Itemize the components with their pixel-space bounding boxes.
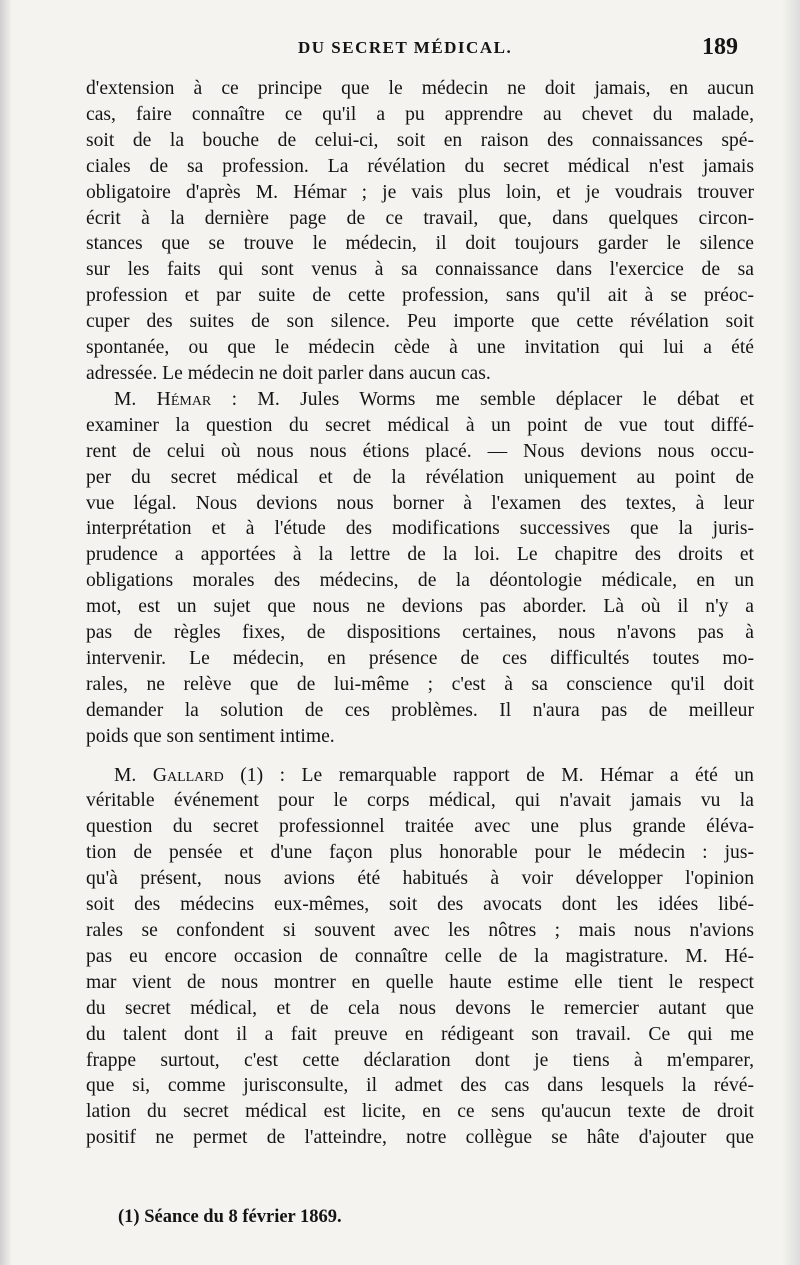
- running-head: [86, 36, 756, 66]
- text-line: soit de la bouche de celui-ci, soit en raison des connaissances spé-: [86, 129, 754, 151]
- text-line: stances que se trouve le médecin, il doit toujours garder le silence: [86, 233, 754, 255]
- text-line: que si, comme jurisconsulte, il admet des cas dans lesquels la révé-: [86, 1075, 754, 1097]
- text-line: interprétation et à l'étude des modifications successives que la juris-: [86, 518, 754, 540]
- text-line: soit des médecins eux-mêmes, soit des avocats dont les idées libé-: [86, 894, 754, 916]
- text-line: écrit à la dernière page de ce travail, que, dans quelques circon-: [86, 207, 754, 229]
- text-line: sur les faits qui sont venus à sa connaissance dans l'exercice de sa: [86, 259, 754, 281]
- text-line: tion de pensée et d'une façon plus honorable pour le médecin : jus-: [86, 842, 754, 864]
- running-title: DU SECRET MÉDICAL.: [298, 38, 513, 57]
- text-run: (1) : Le remarquable rapport de M. Hémar a été un: [223, 764, 754, 786]
- text-line: du talent dont il a fait preuve en rédigeant son travail. Ce qui me: [86, 1023, 754, 1045]
- text-line: rent de celui où nous nous étions placé. — Nous devions nous occu-: [86, 440, 754, 462]
- text-line: examiner la question du secret médical à un point de vue tout diffé-: [86, 414, 754, 436]
- text-line: spontanée, ou que le médecin cède à une invitation qui lui a été: [86, 337, 754, 359]
- paragraph-3: [86, 763, 754, 1152]
- text-line: prudence a apportées à la lettre de la loi. Le chapitre des droits et: [86, 544, 754, 566]
- text-line: rales, ne relève que de lui-même ; c'est à sa conscience qu'il doit: [86, 673, 754, 695]
- text-line: intervenir. Le médecin, en présence de ces difficultés toutes mo-: [86, 647, 754, 669]
- text-line: adressée. Le médecin ne doit parler dans aucun cas.: [86, 362, 491, 384]
- text-line: mot, est un sujet que nous ne devions pas aborder. Là où il n'y a: [86, 596, 754, 618]
- paragraph-gap: [86, 750, 754, 763]
- body-text: [86, 76, 754, 1151]
- text-line: frappe surtout, c'est cette déclaration dont je tiens à m'emparer,: [86, 1049, 754, 1071]
- text-line: obligatoire d'après M. Hémar ; je vais plus loin, et je voudrais trouver: [86, 181, 754, 203]
- text-line: poids que son sentiment intime.: [86, 725, 335, 747]
- text-run: : M. Jules Worms me semble déplacer le débat et: [211, 388, 754, 410]
- page-number: 189: [702, 34, 738, 60]
- text-line: cas, faire connaître ce qu'il a pu apprendre au chevet du malade,: [86, 103, 754, 125]
- paragraph-2: [86, 387, 754, 750]
- book-page: [86, 0, 756, 1265]
- text-line: lation du secret médical est licite, en ce sens qu'aucun texte de droit: [86, 1101, 754, 1123]
- text-line: obligations morales des médecins, de la déontologie médicale, en un: [86, 570, 754, 592]
- text-line: demander la solution de ces problèmes. Il n'aura pas de meilleur: [86, 699, 754, 721]
- text-line: vue légal. Nous devions nous borner à l'examen des textes, à leur: [86, 492, 754, 514]
- text-line: cuper des suites de son silence. Peu importe que cette révélation soit: [86, 311, 754, 333]
- paragraph-1: [86, 76, 754, 387]
- text-line: profession et par suite de cette profession, sans qu'il ait à se préoc-: [86, 285, 754, 307]
- text-line: rales se confondent si souvent avec les nôtres ; mais nous n'avions: [86, 920, 754, 941]
- scan-edge-right: [782, 0, 800, 1265]
- speaker-name: M. Gallard: [114, 764, 224, 786]
- text-line: véritable événement pour le corps médical, qui n'avait jamais vu la: [86, 790, 754, 812]
- scan-edge-left: [0, 0, 12, 1265]
- footnote: (1) Séance du 8 février 1869.: [118, 1207, 342, 1227]
- speaker-name: M. Hémar: [114, 388, 212, 410]
- text-line: question du secret professionnel traitée avec une plus grande éléva-: [86, 816, 754, 838]
- text-line: mar vient de nous montrer en quelle haute estime elle tient le respect: [86, 971, 754, 993]
- text-line: per du secret médical et de la révélation uniquement au point de: [86, 466, 754, 488]
- text-line: [86, 763, 754, 789]
- text-line: ciales de sa profession. La révélation du secret médical n'est jamais: [86, 155, 754, 177]
- text-line: [86, 387, 754, 413]
- text-line: pas de règles fixes, de dispositions certaines, nous n'avons pas à: [86, 622, 754, 644]
- text-line: du secret médical, et de cela nous devons le remercier autant que: [86, 997, 754, 1019]
- text-line: positif ne permet de l'atteindre, notre collègue se hâte d'ajouter que: [86, 1127, 754, 1149]
- text-line: qu'à présent, nous avions été habitués à voir développer l'opinion: [86, 868, 754, 890]
- text-line: d'extension à ce principe que le médecin ne doit jamais, en aucun: [86, 78, 754, 99]
- text-line: pas eu encore occasion de connaître celle de la magistrature. M. Hé-: [86, 945, 754, 967]
